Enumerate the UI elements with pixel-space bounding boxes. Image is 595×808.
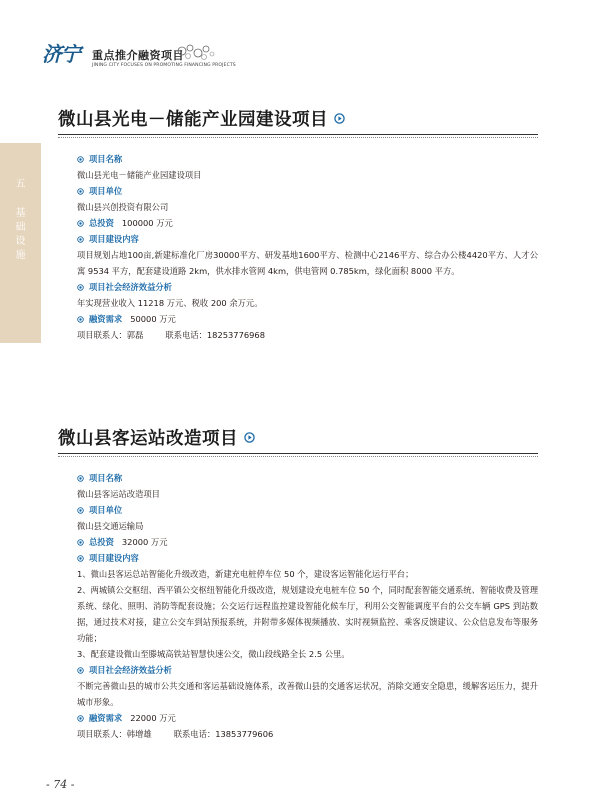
field-benefit <box>77 279 538 295</box>
paragraph: 1、微山县客运总站智能化升级改造，新建充电桩停车位 50 个，建设客运智能化运行平台； <box>77 569 414 579</box>
field-content <box>77 231 538 247</box>
field-label: 项目社会经济效益分析 <box>89 665 172 675</box>
field-label: 项目单位 <box>89 186 123 196</box>
field-value: 100000 万元 <box>121 218 173 228</box>
field-label: 项目建设内容 <box>89 234 139 244</box>
field-name <box>77 151 538 167</box>
field-value: 32000 万元 <box>121 537 168 547</box>
paragraph: 不断完善微山县的城市公共交通和客运基础设施体系，改善微山县的交通客运状况，消除交通安全隐患，缓解客运压力，提升城市形象。 <box>77 681 538 707</box>
field-unit <box>77 502 538 518</box>
paragraph: 年实现营业收入 11218 万元、税收 200 余万元。 <box>77 298 263 308</box>
target-icon <box>77 715 84 722</box>
field-label: 融资需求 <box>89 314 123 324</box>
logo-script: 济宁 <box>42 42 80 66</box>
paragraph: 2、两城镇公交枢纽、西平镇公交枢纽智能化升级改造，规划建设充电桩车位 50 个，同时配套智能交通系统、智能收费及管理系统、绿化、照明、消防等配套设施；公交运行远程监控建设智能化候车厅，利用公交智能调度平台的公交车辆 GPS 到站数据，通过技术对接，建立公交车到站预报系统，并附带多媒体视频播放、实时视频监控、乘客反馈建议、公众信息发布等服务功能； <box>77 585 538 643</box>
contact-line <box>77 726 538 742</box>
field-unit <box>77 183 538 199</box>
project-content <box>77 470 538 742</box>
target-icon <box>77 507 84 514</box>
field-label: 项目社会经济效益分析 <box>89 282 172 292</box>
heading-rule <box>58 134 538 135</box>
field-benefit <box>77 662 538 678</box>
target-icon <box>77 539 84 546</box>
logo <box>42 38 236 82</box>
contact-phone: 18253776968 <box>206 330 265 340</box>
heading-rule <box>58 453 538 454</box>
logo-title: 重点推介融资项目 <box>92 49 184 62</box>
field-value: 微山县光电－储能产业园建设项目 <box>77 170 202 180</box>
field-name <box>77 470 538 486</box>
side-tab-label-text: 基 础 设 施 <box>15 208 26 261</box>
side-tab-label <box>0 207 41 263</box>
project-heading-row <box>58 425 255 450</box>
play-circle-icon <box>334 113 345 124</box>
field-value: 微山县兴创投资有限公司 <box>77 202 169 212</box>
page-number: - 74 - <box>46 778 75 791</box>
contact-phone-label: 联系电话： <box>165 330 207 340</box>
play-circle-icon <box>244 432 255 443</box>
field-label: 总投资 <box>89 218 114 228</box>
field-invest <box>77 215 538 231</box>
project-heading-row <box>58 106 345 131</box>
contact-person-label: 项目联系人： <box>77 330 127 340</box>
field-invest <box>77 534 538 550</box>
contact-line <box>77 327 538 343</box>
field-value: 22000 万元 <box>130 713 176 723</box>
contact-phone-label: 联系电话： <box>173 729 216 739</box>
target-icon <box>77 475 84 482</box>
target-icon <box>77 188 84 195</box>
contact-phone: 13853779606 <box>215 729 274 739</box>
field-demand <box>77 710 538 726</box>
side-tab-number: 五 <box>15 179 26 190</box>
ornament-icon <box>174 41 216 67</box>
target-icon <box>77 284 84 291</box>
field-label: 总投资 <box>89 537 114 547</box>
paragraph: 3、配套建设微山至滕城高铁站智慧快速公交，微山段线路全长 2.5 公里。 <box>77 649 350 659</box>
paragraph: 项目规划占地100亩,新建标准化厂房30000平方、研发基地1600平方、检测中心2146平方、综合办公楼4420平方、人才公寓 9534 平方，配套建设道路 2km，供水排水管网 4km，供电管网 0.785km，绿化面积 8000 平方。 <box>77 250 538 276</box>
target-icon <box>77 316 84 323</box>
project-content <box>77 151 538 343</box>
target-icon <box>77 236 84 243</box>
target-icon <box>77 555 84 562</box>
project-heading: 微山县光电－储能产业园建设项目 <box>58 110 328 130</box>
target-icon <box>77 667 84 674</box>
field-label: 项目建设内容 <box>89 553 139 563</box>
heading-rule-dotted <box>58 137 538 138</box>
field-label: 项目名称 <box>89 154 123 164</box>
field-value: 50000 万元 <box>130 314 176 324</box>
heading-rule-dotted <box>58 456 538 457</box>
target-icon <box>77 220 84 227</box>
field-content <box>77 550 538 566</box>
contact-person: 郭磊 <box>126 330 144 340</box>
project-heading: 微山县客运站改造项目 <box>58 429 238 449</box>
contact-person-label: 项目联系人： <box>77 729 127 739</box>
field-value: 微山县交通运输局 <box>77 521 144 531</box>
contact-person: 韩增雄 <box>126 729 152 739</box>
field-demand <box>77 311 538 327</box>
field-label: 项目名称 <box>89 473 123 483</box>
target-icon <box>77 156 84 163</box>
field-value: 微山县客运站改造项目 <box>77 489 160 499</box>
logo-subtitle: JINING CITY FOCUSES ON PROMOTING FINANCING PROJECTS <box>92 63 236 68</box>
field-label: 融资需求 <box>89 713 123 723</box>
field-label: 项目单位 <box>89 505 123 515</box>
